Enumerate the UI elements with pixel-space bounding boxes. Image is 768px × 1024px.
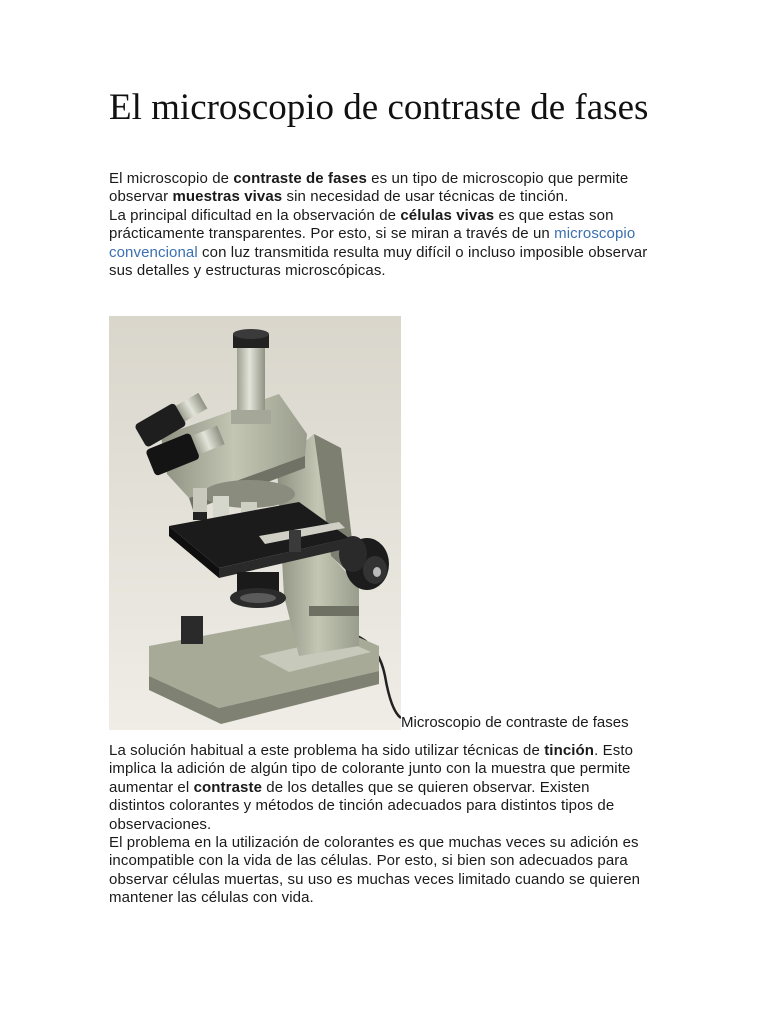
microscope-photo [109, 316, 401, 730]
text-run: El problema en la utilización de colorantes es que muchas veces su adición es incompatible con la vida de las células. Por esto, si bien son adecuados para observar células muertas, su uso es muchas veces limitado cuando se quieren mantener las células con vida. [109, 834, 641, 907]
bold-term-celulas-vivas: células vivas [400, 206, 495, 224]
intro-paragraph [109, 170, 649, 280]
bold-term-muestras-vivas: muestras vivas [172, 188, 283, 206]
microscope-illustration [109, 316, 401, 730]
link-microscopio-convencional[interactable]: microscopio convencional [109, 225, 636, 261]
bold-term-tincion: tinción [544, 742, 595, 759]
text-run: es un tipo de microscopio que permite observar [109, 170, 629, 206]
page-title: El microscopio de contraste de fases [109, 87, 649, 128]
bold-term-contraste: contraste [193, 778, 263, 796]
text-run: . Esto implica la adición de algún tipo de colorante junto con la muestra que permite aumentar el [109, 742, 634, 796]
text-run: es que estas son prácticamente transparentes. Por esto, si se miran a través de un [109, 206, 614, 243]
text-run: con luz transmitida resulta muy difícil o incluso imposible observar sus detalles y estructuras microscópicas. [109, 243, 648, 280]
text-run: El microscopio de [109, 170, 234, 187]
text-run: de los detalles que se quieren observar. Existen distintos colorantes y métodos de tinción adecuados para distintos tipos de observaciones. [109, 778, 615, 833]
text-run: sin necesidad de usar técnicas de tinción. [282, 188, 569, 206]
figure-caption: Microscopio de contraste de fases [401, 714, 629, 731]
body-paragraph [109, 742, 649, 908]
bold-term-contraste-de-fases: contraste de fases [233, 170, 367, 187]
text-run: La principal dificultad en la observación de [109, 206, 401, 224]
text-run: La solución habitual a este problema ha sido utilizar técnicas de [109, 742, 545, 759]
